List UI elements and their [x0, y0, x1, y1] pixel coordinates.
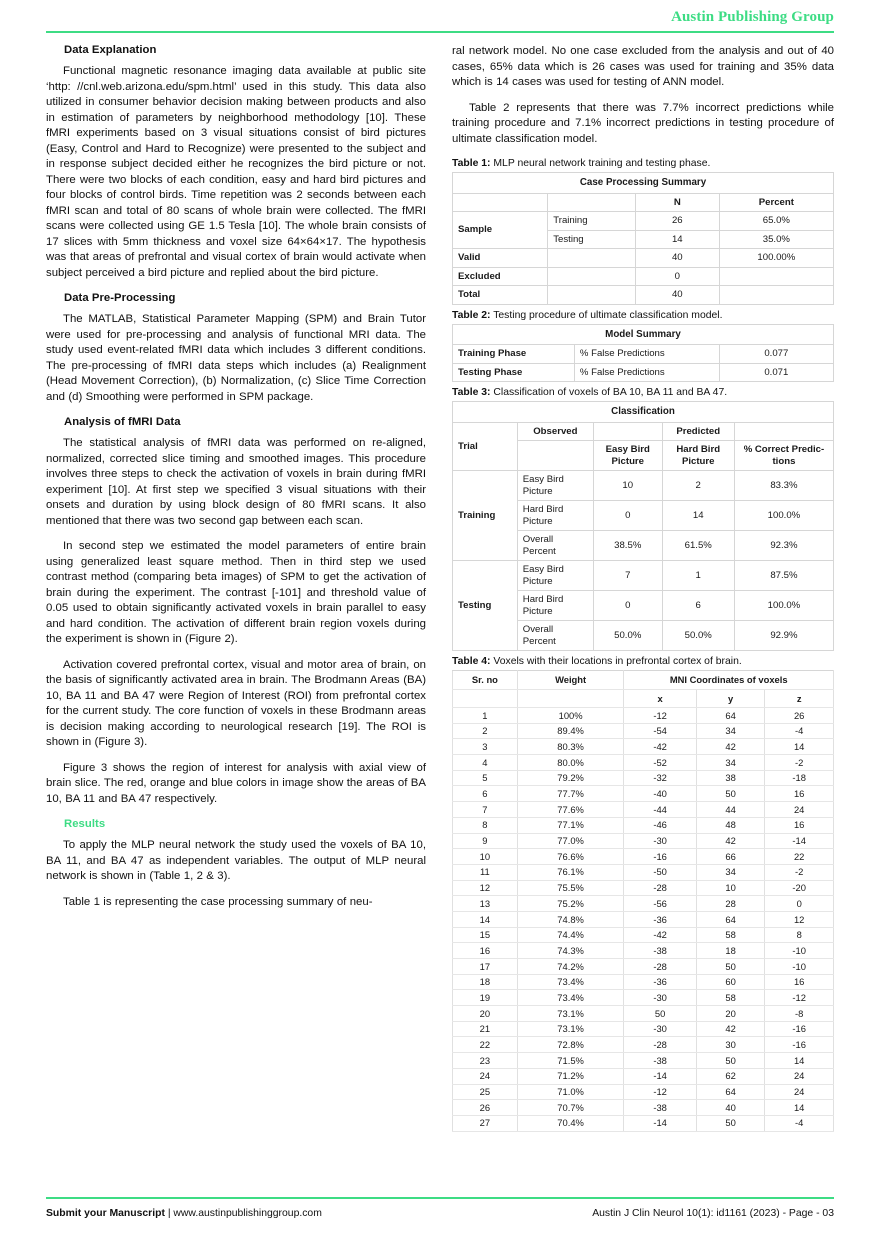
table4-cell-weight: 74.4%: [517, 927, 624, 943]
table-case-processing-summary: [452, 172, 834, 305]
table4-cell-z: -4: [765, 1115, 834, 1131]
table4-cell-y: 50: [696, 959, 765, 975]
table4-cell-y: 64: [696, 911, 765, 927]
table-row: [453, 324, 834, 345]
table1-cell-testing-n: 14: [635, 230, 719, 249]
table4-cell-z: -8: [765, 1006, 834, 1022]
table4-cell-y: 50: [696, 786, 765, 802]
table1-cell-total-percent: [719, 286, 833, 305]
table4-cell-x: -50: [624, 864, 696, 880]
table1-header-blank1: [453, 193, 548, 212]
table3-cell-observed: Overall Percent: [517, 621, 593, 651]
table1-caption: [452, 157, 834, 170]
footer-citation: Austin J Clin Neurol 10(1): id1161 (2023) - Page - 03: [592, 1208, 834, 1219]
table4-cell-z: -14: [765, 833, 834, 849]
table-row: [453, 286, 834, 305]
table4-cell-sr: 14: [453, 911, 518, 927]
footer-separator: |: [164, 1208, 174, 1219]
table3-cell-correct: 83.3%: [734, 471, 833, 501]
table4-cell-x: -38: [624, 943, 696, 959]
table1-caption-text: MLP neural network training and testing phase.: [490, 158, 711, 169]
table4-cell-weight: 70.7%: [517, 1100, 624, 1116]
table4-cell-x: -40: [624, 786, 696, 802]
table4-cell-x: -14: [624, 1068, 696, 1084]
table3-cell-observed: Easy Bird Picture: [517, 471, 593, 501]
table4-cell-sr: 6: [453, 786, 518, 802]
table4-cell-weight: 73.4%: [517, 990, 624, 1006]
table2-caption-text: Testing procedure of ultimate classification model.: [490, 309, 723, 321]
table-row: [453, 1115, 834, 1131]
table3-caption: [452, 386, 834, 399]
table-row: [453, 1021, 834, 1037]
table4-cell-sr: 1: [453, 708, 518, 724]
table4-cell-x: -32: [624, 770, 696, 786]
table-row: [453, 849, 834, 865]
table4-cell-y: 50: [696, 1115, 765, 1131]
table4-cell-z: -10: [765, 943, 834, 959]
table4-cell-y: 42: [696, 739, 765, 755]
table3-cell-observed: Easy Bird Picture: [517, 561, 593, 591]
table-row: [453, 833, 834, 849]
table-row: [453, 1068, 834, 1084]
table1-cell-training-n: 26: [635, 212, 719, 231]
table4-cell-z: 14: [765, 1100, 834, 1116]
table4-cell-sr: 25: [453, 1084, 518, 1100]
paragraph-data-explanation: Functional magnetic resonance imaging data available at public site ‘http: //cnl.web.arizona.edu/spm.html’ used in this study. This data also utilized in consumer behavior decision making between products and also in estimation of parameters by neighborhood methodology [10]. These fMRI experiments based on 3 visual situations consist of bird pictures (Easy, Control and Hard to Recognize) were presented to the subject and in response subject decided either he recognizes the bird picture or not. There were two blocks of each condition, easy and hard bird pictures and four blocks of control birds. Time repetition was 2 seconds between each fMRI scan and total of 80 scans of whole brain were collected. The fMRI scans were collected using GE 1.5 Tesla [10]. The whole brain consists of 17 slices with 5mm thickness and voxel size 64×64×17. The hypothesis was that areas of prefrontal and visual cortex of brain would activate when subject perceived a bird picture and replied about the bird picture.: [46, 65, 426, 279]
table3-cell-correct: 92.9%: [734, 621, 833, 651]
table4-cell-x: -30: [624, 833, 696, 849]
table-row: [453, 402, 834, 423]
table3-cell-correct: 92.3%: [734, 531, 833, 561]
table4-cell-x: -14: [624, 1115, 696, 1131]
table4-cell-sr: 3: [453, 739, 518, 755]
table4-caption-text: Voxels with their locations in prefrontal cortex of brain.: [490, 656, 742, 667]
table4-cell-x: -12: [624, 1084, 696, 1100]
paragraph-analysis-3: Activation covered prefrontal cortex, visual and motor area of brain, on the basis of significantly activated area in brain. The Brodmann Areas (BA) 10, BA 11 and BA 47 were Region of Interest (ROI) from prefrontal cortex for the current study. The core function of voxels in these Brodmann areas is decision making according to neurological research [19]. The ROI is shown in (Figure 3).: [46, 658, 426, 748]
table4-caption-label: Table 4:: [452, 656, 491, 667]
table4-cell-x: -12: [624, 708, 696, 724]
table3-header-observed: Observed: [517, 422, 593, 441]
table3-cell-hard: 14: [662, 501, 734, 531]
footer-submit: [46, 1208, 322, 1219]
table-row: [453, 786, 834, 802]
table-row: [453, 911, 834, 927]
table4-header-y: y: [696, 689, 765, 708]
table4-cell-y: 34: [696, 723, 765, 739]
paragraph-data-preprocessing: The MATLAB, Statistical Parameter Mapping (SPM) and Brain Tutor were used for pre-processing and analysis of functional MRI data. The study used event-related fMRI data which includes 3 different conditions. The pre-processing of fMRI data steps which includes (a) Realignment (Head Movement Correction), (b) Normalization, (c) Slice Time Correction and (d) Smoothing were performed in SPM package.: [46, 313, 426, 403]
table4-cell-weight: 100%: [517, 708, 624, 724]
table4-cell-sr: 9: [453, 833, 518, 849]
table3-cell-hard: 6: [662, 591, 734, 621]
table4-cell-weight: 73.1%: [517, 1006, 624, 1022]
table4-cell-x: -44: [624, 802, 696, 818]
table4-cell-y: 64: [696, 1084, 765, 1100]
table3-caption-text: Classification of voxels of BA 10, BA 11 and BA 47.: [490, 387, 728, 398]
table4-cell-weight: 80.0%: [517, 755, 624, 771]
table1-header-n: N: [635, 193, 719, 212]
table-row: [453, 363, 834, 382]
table4-cell-weight: 73.1%: [517, 1021, 624, 1037]
table4-header-mni: MNI Coordinates of voxels: [624, 671, 834, 690]
table4-cell-weight: 74.8%: [517, 911, 624, 927]
table4-cell-z: -12: [765, 990, 834, 1006]
table4-cell-x: -28: [624, 959, 696, 975]
table2-cell-training-value: 0.077: [719, 345, 833, 364]
table3-header-easy-bird: Easy Bird Picture: [593, 441, 662, 471]
table-classification: [452, 401, 834, 651]
table4-cell-sr: 8: [453, 817, 518, 833]
table-row: [453, 1037, 834, 1053]
table-row: [453, 880, 834, 896]
heading-data-preprocessing: Data Pre-Processing: [64, 292, 176, 304]
table-row: [453, 1053, 834, 1069]
table4-cell-z: -16: [765, 1021, 834, 1037]
table4-cell-weight: 89.4%: [517, 723, 624, 739]
table3-cell-correct: 87.5%: [734, 561, 833, 591]
table4-cell-z: 8: [765, 927, 834, 943]
table4-cell-sr: 15: [453, 927, 518, 943]
table4-header-weight: Weight: [517, 671, 624, 690]
table3-cell-observed: Hard Bird Picture: [517, 501, 593, 531]
table4-cell-y: 10: [696, 880, 765, 896]
table-row: [453, 739, 834, 755]
table3-cell-easy: 50.0%: [593, 621, 662, 651]
table4-cell-y: 58: [696, 927, 765, 943]
table4-cell-weight: 74.3%: [517, 943, 624, 959]
table1-header-blank2: [548, 193, 636, 212]
table4-cell-sr: 18: [453, 974, 518, 990]
table3-cell-correct: 100.0%: [734, 591, 833, 621]
table-row: [453, 471, 834, 501]
table-row: [453, 723, 834, 739]
page-header: [0, 0, 880, 34]
table4-cell-z: -10: [765, 959, 834, 975]
table4-cell-y: 34: [696, 864, 765, 880]
table-row: [453, 990, 834, 1006]
table1-cell-total-label: Total: [453, 286, 548, 305]
table4-cell-weight: 71.0%: [517, 1084, 624, 1100]
table1-cell-training-percent: 65.0%: [719, 212, 833, 231]
table4-cell-weight: 80.3%: [517, 739, 624, 755]
table4-cell-y: 30: [696, 1037, 765, 1053]
table3-cell-correct: 100.0%: [734, 501, 833, 531]
paragraph-analysis-1: The statistical analysis of fMRI data was performed on re-aligned, normalized, corrected slice timing and smoothed images. This procedure involves three steps to check the activation of voxels in brain during fMRI experiment [10]. At first step we specified 3 visual situations with their onsets and duration by using block design of 80 fMRI scans. It also mentioned that there was two second gap between each scan.: [46, 437, 426, 527]
table-row: [453, 943, 834, 959]
table4-cell-x: -42: [624, 927, 696, 943]
table-row: [453, 817, 834, 833]
table4-header-z: z: [765, 689, 834, 708]
table4-cell-x: -38: [624, 1053, 696, 1069]
table4-header-sr-no: Sr. no: [453, 671, 518, 690]
table4-cell-z: -4: [765, 723, 834, 739]
table4-header-blank2: [517, 689, 624, 708]
left-column: [46, 44, 428, 1193]
publisher-brand: Austin Publishing Group: [671, 9, 834, 25]
table3-header-observed-blank: [517, 441, 593, 471]
table1-cell-valid-label: Valid: [453, 249, 548, 268]
table1-cell-training-sub: Training: [548, 212, 636, 231]
footer-rule: [46, 1197, 834, 1199]
table1-caption-label: Table 1:: [452, 158, 491, 169]
table4-cell-y: 34: [696, 755, 765, 771]
table-row: [453, 1084, 834, 1100]
table4-cell-weight: 77.1%: [517, 817, 624, 833]
table-row: [453, 193, 834, 212]
table3-header-spacer-right: [734, 422, 833, 441]
table4-cell-sr: 23: [453, 1053, 518, 1069]
table4-cell-z: 24: [765, 802, 834, 818]
table4-cell-weight: 77.7%: [517, 786, 624, 802]
table1-cell-excluded-label: Excluded: [453, 267, 548, 286]
table4-cell-z: 22: [765, 849, 834, 865]
table4-cell-y: 64: [696, 708, 765, 724]
table4-cell-sr: 2: [453, 723, 518, 739]
table4-cell-sr: 12: [453, 880, 518, 896]
table-row: [453, 974, 834, 990]
table4-cell-sr: 19: [453, 990, 518, 1006]
table4-cell-z: -20: [765, 880, 834, 896]
table4-cell-y: 66: [696, 849, 765, 865]
table4-cell-y: 48: [696, 817, 765, 833]
table4-cell-z: 24: [765, 1084, 834, 1100]
table3-cell-easy: 0: [593, 501, 662, 531]
table4-cell-sr: 20: [453, 1006, 518, 1022]
table4-cell-weight: 77.0%: [517, 833, 624, 849]
table4-cell-x: -46: [624, 817, 696, 833]
table4-cell-weight: 75.2%: [517, 896, 624, 912]
paragraph-results-2: Table 1 is representing the case processing summary of neu-: [63, 895, 373, 908]
paragraph-analysis-2: In second step we estimated the model parameters of entire brain using generalized least square method. Then in third step we used contrast method (comparing beta images) of SPM to get the activation of brain during the experiment. The contrast [-101] and threshold value of 0.05 used to obtain significantly activated voxels in brain parallel to easy and hard condition. The activation of different brain region voxels during the experiment is shown in (Figure 2).: [46, 540, 426, 645]
footer-website[interactable]: www.austinpublishinggroup.com: [173, 1208, 322, 1219]
table-row: [453, 959, 834, 975]
table4-cell-x: 50: [624, 1006, 696, 1022]
table-row: [453, 864, 834, 880]
table-row: [453, 345, 834, 364]
table4-cell-y: 44: [696, 802, 765, 818]
table1-cell-valid-percent: 100.00%: [719, 249, 833, 268]
table4-cell-z: -2: [765, 755, 834, 771]
table4-header-blank1: [453, 689, 518, 708]
table3-cell-observed: Hard Bird Picture: [517, 591, 593, 621]
table4-cell-sr: 17: [453, 959, 518, 975]
table4-cell-sr: 13: [453, 896, 518, 912]
table1-cell-testing-sub: Testing: [548, 230, 636, 249]
table4-cell-z: 16: [765, 974, 834, 990]
table4-cell-sr: 26: [453, 1100, 518, 1116]
table4-cell-sr: 21: [453, 1021, 518, 1037]
paragraph-table2-intro: Table 2 represents that there was 7.7% incorrect predictions while training procedure and 7.1% incorrect predictions in testing procedure of ultimate classification model.: [452, 101, 834, 145]
paragraph-analysis-4: Figure 3 shows the region of interest for analysis with axial view of brain slice. The red, orange and blue colors in image show the areas of BA 10, BA 11 and BA 47 respectively.: [46, 761, 426, 805]
table4-cell-z: -16: [765, 1037, 834, 1053]
table4-cell-sr: 7: [453, 802, 518, 818]
table4-cell-z: 14: [765, 1053, 834, 1069]
table-row: [453, 212, 834, 231]
table4-cell-weight: 72.8%: [517, 1037, 624, 1053]
table4-cell-weight: 75.5%: [517, 880, 624, 896]
table4-cell-y: 50: [696, 1053, 765, 1069]
table3-title: Classification: [453, 402, 834, 423]
table-row: [453, 1006, 834, 1022]
table-row: [453, 561, 834, 591]
table4-cell-x: -36: [624, 974, 696, 990]
table2-caption-label: Table 2:: [452, 309, 491, 321]
table4-cell-sr: 16: [453, 943, 518, 959]
paragraph-continued: ral network model. No one case excluded from the analysis and out of 40 cases, 65% data which is 26 cases was used for training and 35% data which is 14 cases was used for testing of ANN model.: [452, 45, 834, 88]
table4-cell-weight: 79.2%: [517, 770, 624, 786]
table-row: [453, 689, 834, 708]
table2-title: Model Summary: [453, 324, 834, 345]
table4-cell-sr: 11: [453, 864, 518, 880]
table-row: [453, 249, 834, 268]
table4-cell-z: 16: [765, 786, 834, 802]
footer-submit-label: Submit your Manuscript: [46, 1208, 165, 1219]
table4-cell-sr: 27: [453, 1115, 518, 1131]
table3-header-trial: Trial: [453, 422, 518, 471]
table4-cell-x: -56: [624, 896, 696, 912]
table-row: [453, 770, 834, 786]
table4-cell-weight: 71.2%: [517, 1068, 624, 1084]
table-row: [453, 755, 834, 771]
table4-cell-weight: 71.5%: [517, 1053, 624, 1069]
table-row: [453, 173, 834, 194]
table4-cell-y: 60: [696, 974, 765, 990]
header-rule: [46, 31, 834, 33]
table-row: [453, 896, 834, 912]
page-footer: [46, 1197, 834, 1231]
heading-data-explanation: Data Explanation: [64, 44, 157, 56]
table4-body: [453, 708, 834, 1132]
table3-cell-hard: 2: [662, 471, 734, 501]
paragraph-results-1: To apply the MLP neural network the study used the voxels of BA 10, BA 11, and BA 47 as independent variables. The output of MLP neural network is shown in (Table 1, 2 & 3).: [46, 839, 426, 882]
table4-cell-sr: 10: [453, 849, 518, 865]
table2-caption: [452, 309, 834, 322]
table3-header-predicted: Predicted: [662, 422, 734, 441]
right-column: [452, 44, 834, 1193]
table3-cell-easy: 38.5%: [593, 531, 662, 561]
table4-cell-y: 38: [696, 770, 765, 786]
table4-cell-z: 12: [765, 911, 834, 927]
table4-cell-z: 24: [765, 1068, 834, 1084]
table4-cell-y: 20: [696, 1006, 765, 1022]
table4-cell-weight: 76.1%: [517, 864, 624, 880]
table-row: [453, 802, 834, 818]
table4-cell-weight: 77.6%: [517, 802, 624, 818]
table4-cell-x: -36: [624, 911, 696, 927]
table4-cell-y: 58: [696, 990, 765, 1006]
table-row: [453, 422, 834, 441]
table4-cell-sr: 24: [453, 1068, 518, 1084]
table4-cell-y: 18: [696, 943, 765, 959]
table-row: [453, 708, 834, 724]
table4-cell-x: -42: [624, 739, 696, 755]
table4-cell-z: -18: [765, 770, 834, 786]
table-row: [453, 1100, 834, 1116]
table4-cell-x: -30: [624, 990, 696, 1006]
table1-cell-valid-sub: [548, 249, 636, 268]
table4-cell-sr: 4: [453, 755, 518, 771]
table4-cell-x: -28: [624, 880, 696, 896]
table4-cell-z: 14: [765, 739, 834, 755]
page-content: [46, 44, 834, 1193]
table3-cell-observed: Overall Percent: [517, 531, 593, 561]
table3-cell-easy: 7: [593, 561, 662, 591]
table1-cell-total-n: 40: [635, 286, 719, 305]
table-model-summary: [452, 324, 834, 383]
table1-cell-total-sub: [548, 286, 636, 305]
table2-cell-testing-value: 0.071: [719, 363, 833, 382]
table4-cell-z: 0: [765, 896, 834, 912]
table2-cell-testing-metric: % False Predictions: [574, 363, 719, 382]
table4-cell-x: -16: [624, 849, 696, 865]
table3-cell-hard: 50.0%: [662, 621, 734, 651]
table4-cell-z: -2: [765, 864, 834, 880]
table3-group-training: Training: [453, 471, 518, 561]
table4-cell-y: 42: [696, 1021, 765, 1037]
table2-cell-training-phase: Training Phase: [453, 345, 575, 364]
table4-cell-sr: 22: [453, 1037, 518, 1053]
table4-cell-z: 16: [765, 817, 834, 833]
table4-cell-y: 42: [696, 833, 765, 849]
table2-cell-training-metric: % False Predictions: [574, 345, 719, 364]
table4-cell-weight: 70.4%: [517, 1115, 624, 1131]
table4-cell-sr: 5: [453, 770, 518, 786]
table-row: [453, 927, 834, 943]
table3-cell-easy: 0: [593, 591, 662, 621]
table3-cell-easy: 10: [593, 471, 662, 501]
table4-cell-weight: 73.4%: [517, 974, 624, 990]
table3-header-hard-bird: Hard Bird Picture: [662, 441, 734, 471]
table4-cell-z: 26: [765, 708, 834, 724]
table4-caption: [452, 655, 834, 668]
table3-caption-label: Table 3:: [452, 387, 491, 398]
table4-cell-weight: 76.6%: [517, 849, 624, 865]
table4-header-x: x: [624, 689, 696, 708]
table1-cell-sample-label: Sample: [453, 212, 548, 249]
table4-cell-y: 28: [696, 896, 765, 912]
table4-cell-x: -52: [624, 755, 696, 771]
table1-cell-valid-n: 40: [635, 249, 719, 268]
table3-group-testing: Testing: [453, 561, 518, 651]
table1-cell-testing-percent: 35.0%: [719, 230, 833, 249]
table4-cell-weight: 74.2%: [517, 959, 624, 975]
table3-cell-hard: 1: [662, 561, 734, 591]
table1-header-percent: Percent: [719, 193, 833, 212]
table4-cell-y: 62: [696, 1068, 765, 1084]
table3-header-correct-predictions: % Correct Predic-tions: [734, 441, 833, 471]
table1-cell-excluded-percent: [719, 267, 833, 286]
table3-cell-hard: 61.5%: [662, 531, 734, 561]
table2-cell-testing-phase: Testing Phase: [453, 363, 575, 382]
table4-cell-x: -54: [624, 723, 696, 739]
table4-cell-x: -28: [624, 1037, 696, 1053]
table1-cell-excluded-n: 0: [635, 267, 719, 286]
heading-results: Results: [64, 818, 106, 830]
table1-title: Case Processing Summary: [453, 173, 834, 194]
table-row: [453, 267, 834, 286]
table-row: [453, 671, 834, 690]
table1-cell-excluded-sub: [548, 267, 636, 286]
table4-cell-x: -38: [624, 1100, 696, 1116]
table4-cell-x: -30: [624, 1021, 696, 1037]
table-voxel-locations: [452, 670, 834, 1132]
heading-analysis-fmri: Analysis of fMRI Data: [64, 416, 181, 428]
table3-header-spacer-left: [593, 422, 662, 441]
table4-cell-y: 40: [696, 1100, 765, 1116]
